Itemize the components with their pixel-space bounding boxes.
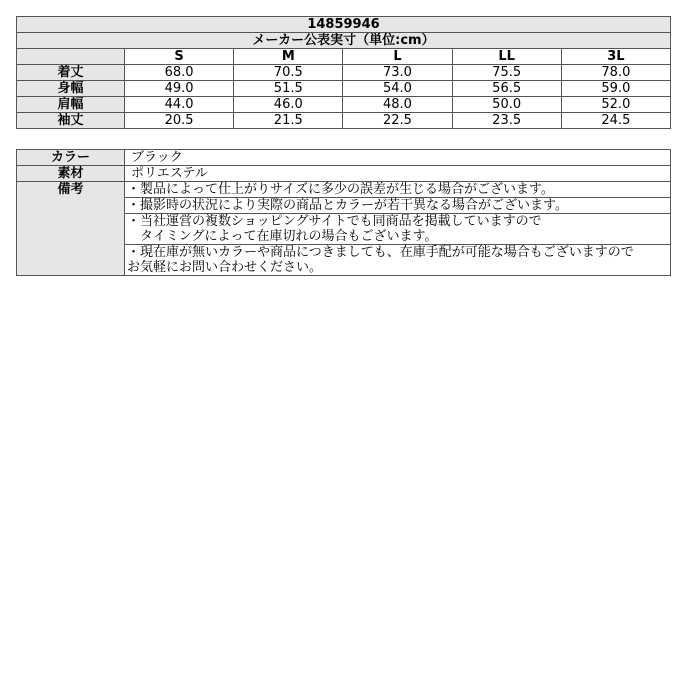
table-cell: 51.5	[234, 81, 343, 97]
size-header-m: M	[234, 49, 343, 65]
notes-label: 備考	[17, 182, 125, 276]
note-line: ・当社運営の複数ショッピングサイトでも同商品を掲載していますので	[127, 214, 542, 229]
row-label-length: 着丈	[17, 65, 125, 81]
color-label: カラー	[17, 150, 125, 166]
table-cell: 23.5	[452, 113, 561, 129]
color-value: ブラック	[125, 150, 671, 166]
table-row	[17, 113, 671, 129]
note-item	[125, 245, 671, 276]
measurement-subtitle: メーカー公表実寸（単位:cm）	[17, 33, 671, 49]
spec-table	[16, 149, 671, 276]
size-header-ll: LL	[452, 49, 561, 65]
table-cell: 21.5	[234, 113, 343, 129]
table-row	[17, 65, 671, 81]
note-line: タイミングによって在庫切れの場合もございます。	[127, 229, 438, 244]
table-row	[17, 81, 671, 97]
size-header-corner	[17, 49, 125, 65]
size-header-l: L	[343, 49, 452, 65]
row-label-shoulder-width: 肩幅	[17, 97, 125, 113]
material-value: ポリエステル	[125, 166, 671, 182]
table-cell: 24.5	[561, 113, 670, 129]
note-line: お気軽にお問い合わせください。	[127, 260, 323, 275]
table-cell: 54.0	[343, 81, 452, 97]
note-line: ・製品によって仕上がりサイズに多少の誤差が生じる場合がございます。	[127, 182, 554, 197]
size-header-3l: 3L	[561, 49, 670, 65]
row-label-sleeve-length: 袖丈	[17, 113, 125, 129]
row-label-body-width: 身幅	[17, 81, 125, 97]
note-item	[125, 182, 671, 198]
size-table	[16, 16, 671, 129]
table-cell: 49.0	[125, 81, 234, 97]
table-cell: 52.0	[561, 97, 670, 113]
note-line: ・現在庫が無いカラーや商品につきましても、在庫手配が可能な場合もございますので	[127, 245, 634, 260]
size-header-s: S	[125, 49, 234, 65]
table-cell: 75.5	[452, 65, 561, 81]
table-cell: 59.0	[561, 81, 670, 97]
table-cell: 78.0	[561, 65, 670, 81]
table-row	[17, 97, 671, 113]
product-code: 14859946	[17, 17, 671, 33]
table-cell: 56.5	[452, 81, 561, 97]
table-cell: 44.0	[125, 97, 234, 113]
note-line: ・撮影時の状況により実際の商品とカラーが若干異なる場合がございます。	[127, 198, 568, 213]
table-cell: 22.5	[343, 113, 452, 129]
note-item	[125, 198, 671, 214]
table-cell: 50.0	[452, 97, 561, 113]
table-cell: 68.0	[125, 65, 234, 81]
note-item	[125, 214, 671, 245]
table-cell: 70.5	[234, 65, 343, 81]
material-label: 素材	[17, 166, 125, 182]
table-cell: 20.5	[125, 113, 234, 129]
table-cell: 73.0	[343, 65, 452, 81]
table-cell: 48.0	[343, 97, 452, 113]
table-cell: 46.0	[234, 97, 343, 113]
